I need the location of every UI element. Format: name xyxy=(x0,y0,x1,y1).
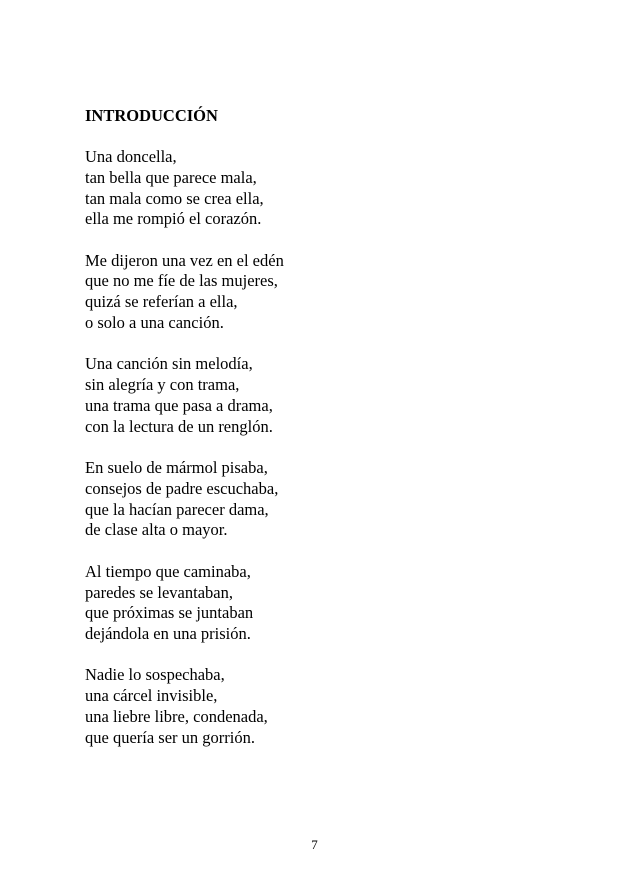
stanza-2 xyxy=(85,251,565,334)
poem-line: tan bella que parece mala, xyxy=(85,167,257,187)
stanza-1 xyxy=(85,147,565,230)
poem-line: Al tiempo que caminaba, xyxy=(85,561,251,581)
stanza-6 xyxy=(85,665,565,748)
poem-line: de clase alta o mayor. xyxy=(85,520,228,540)
poem-line: Nadie lo sospechaba, xyxy=(85,665,225,685)
poem-line: o solo a una canción. xyxy=(85,313,224,333)
poem-line: paredes se levantaban, xyxy=(85,582,233,602)
poem-line: Me dijeron una vez en el edén xyxy=(85,250,284,270)
poem-line: tan mala como se crea ella, xyxy=(85,188,264,208)
poem-line: que la hacían parecer dama, xyxy=(85,499,269,519)
poem-line: con la lectura de un renglón. xyxy=(85,416,273,436)
poem-line: quizá se referían a ella, xyxy=(85,292,238,312)
poem-line: que no me fíe de las mujeres, xyxy=(85,271,278,291)
poem-line: una trama que pasa a drama, xyxy=(85,395,273,415)
poem-line: una liebre libre, condenada, xyxy=(85,707,268,727)
poem-line: que quería ser un gorrión. xyxy=(85,727,255,747)
stanza-3 xyxy=(85,354,565,437)
stanza-5 xyxy=(85,562,565,645)
poem-line: dejándola en una prisión. xyxy=(85,624,251,644)
poem-line: que próximas se juntaban xyxy=(85,603,254,623)
stanza-4 xyxy=(85,458,565,541)
poem-line: una cárcel invisible, xyxy=(85,686,218,706)
page-number: 7 xyxy=(311,837,318,852)
poem-line: Una canción sin melodía, xyxy=(85,354,253,374)
poem-line: sin alegría y con trama, xyxy=(85,375,240,395)
poem-line: ella me rompió el corazón. xyxy=(85,209,262,229)
poem-line: consejos de padre escuchaba, xyxy=(85,478,279,498)
page-title: INTRODUCCIÓN xyxy=(85,106,218,125)
poem-line: En suelo de mármol pisaba, xyxy=(85,458,268,478)
poem-line: Una doncella, xyxy=(85,147,177,166)
poem-body xyxy=(85,147,565,769)
